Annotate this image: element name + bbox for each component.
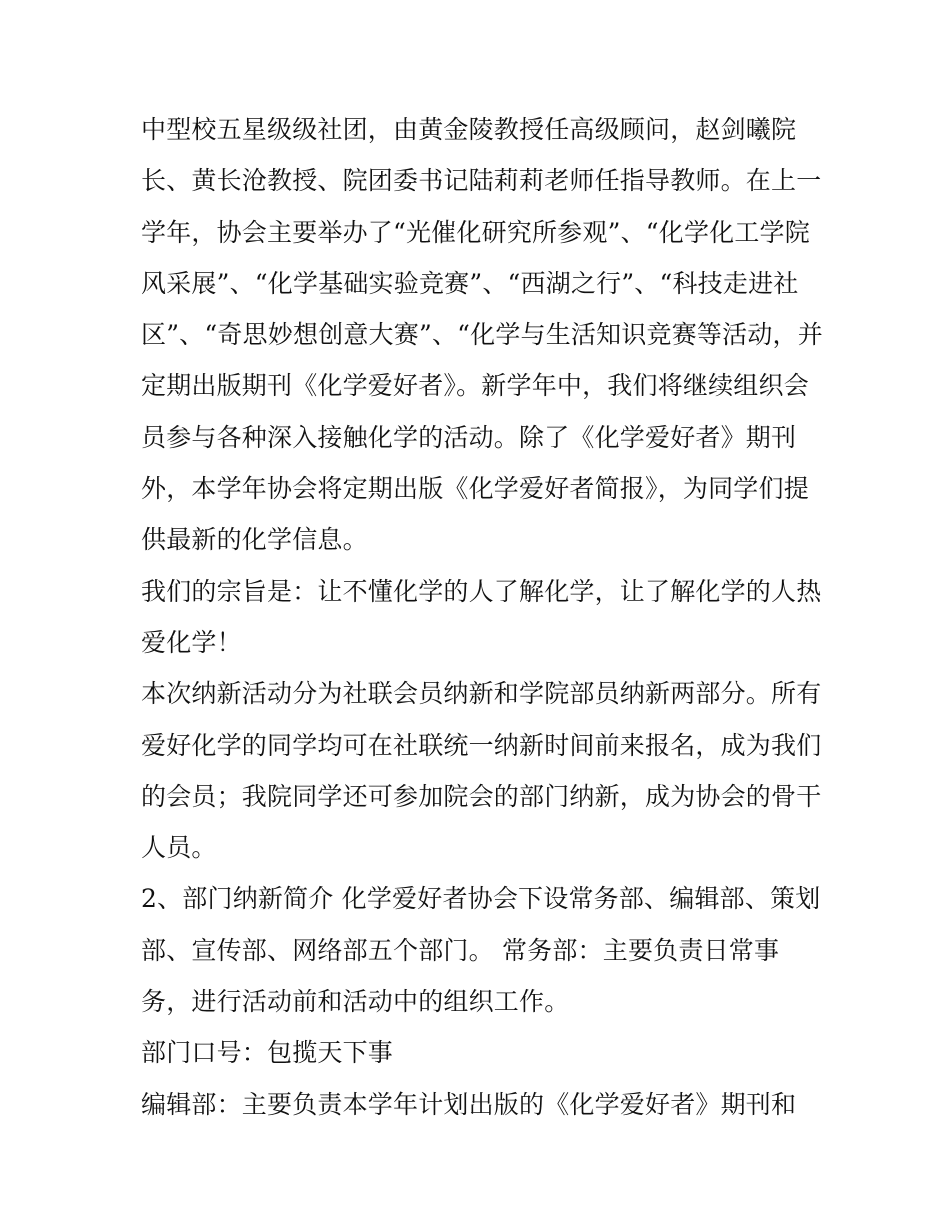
text-line: 中型校五星级级社团，由黄金陵教授任高级顾问，赵剑曦院 bbox=[141, 115, 797, 144]
text-line: 我们的宗旨是：让不懂化学的人了解化学，让了解化学的人热 bbox=[141, 576, 822, 606]
document-body bbox=[141, 104, 821, 1130]
text-line: 员参与各种深入接触化学的活动。除了《化学爱好者》期刊 bbox=[141, 422, 797, 452]
paragraph-department-slogan bbox=[141, 1027, 821, 1078]
text-line: 定期出版期刊《化学爱好者》。新学年中，我们将继续组织会 bbox=[141, 371, 809, 401]
text-line: 人员。 bbox=[141, 833, 217, 863]
paragraph-department-intro bbox=[141, 873, 821, 1027]
paragraph-editorial-department bbox=[141, 1079, 821, 1130]
text-line: 区”、“奇思妙想创意大赛”、“化学与生活知识竞赛等活动，并 bbox=[141, 320, 823, 350]
text-line: 供最新的化学信息。 bbox=[141, 525, 368, 555]
text-line: 学年，协会主要举办了“光催化研究所参观”、“化学化工学院 bbox=[141, 217, 810, 247]
text-line: 务，进行活动前和活动中的组织工作。 bbox=[141, 987, 570, 1017]
text-line: 本次纳新活动分为社联会员纳新和学院部员纳新两部分。所有 bbox=[141, 679, 822, 709]
text-line: 风采展”、“化学基础实验竞赛”、“西湖之行”、“科技走进社 bbox=[141, 268, 799, 298]
text-line: 编辑部：主要负责本学年计划出版的《化学爱好者》期刊和 bbox=[141, 1089, 797, 1119]
paragraph-association-intro bbox=[141, 104, 821, 566]
text-line: 爱好化学的同学均可在社联统一纳新时间前来报名，成为我们 bbox=[141, 730, 822, 760]
text-line: 2、部门纳新简介 化学爱好者协会下设常务部、编辑部、策划 bbox=[141, 884, 821, 914]
paragraph-recruitment bbox=[141, 668, 821, 873]
text-line: 部门口号：包揽天下事 bbox=[141, 1038, 394, 1068]
text-line: 爱化学！ bbox=[141, 627, 242, 657]
text-line: 部、宣传部、网络部五个部门。 常务部：主要负责日常事 bbox=[141, 935, 780, 965]
text-line: 外，本学年协会将定期出版《化学爱好者简报》，为同学们提 bbox=[141, 474, 809, 504]
paragraph-purpose bbox=[141, 566, 821, 669]
text-line: 长、黄长沧教授、院团委书记陆莉莉老师任指导教师。在上一 bbox=[141, 166, 822, 196]
text-line: 的会员；我院同学还可参加院会的部门纳新，成为协会的骨干 bbox=[141, 781, 822, 811]
